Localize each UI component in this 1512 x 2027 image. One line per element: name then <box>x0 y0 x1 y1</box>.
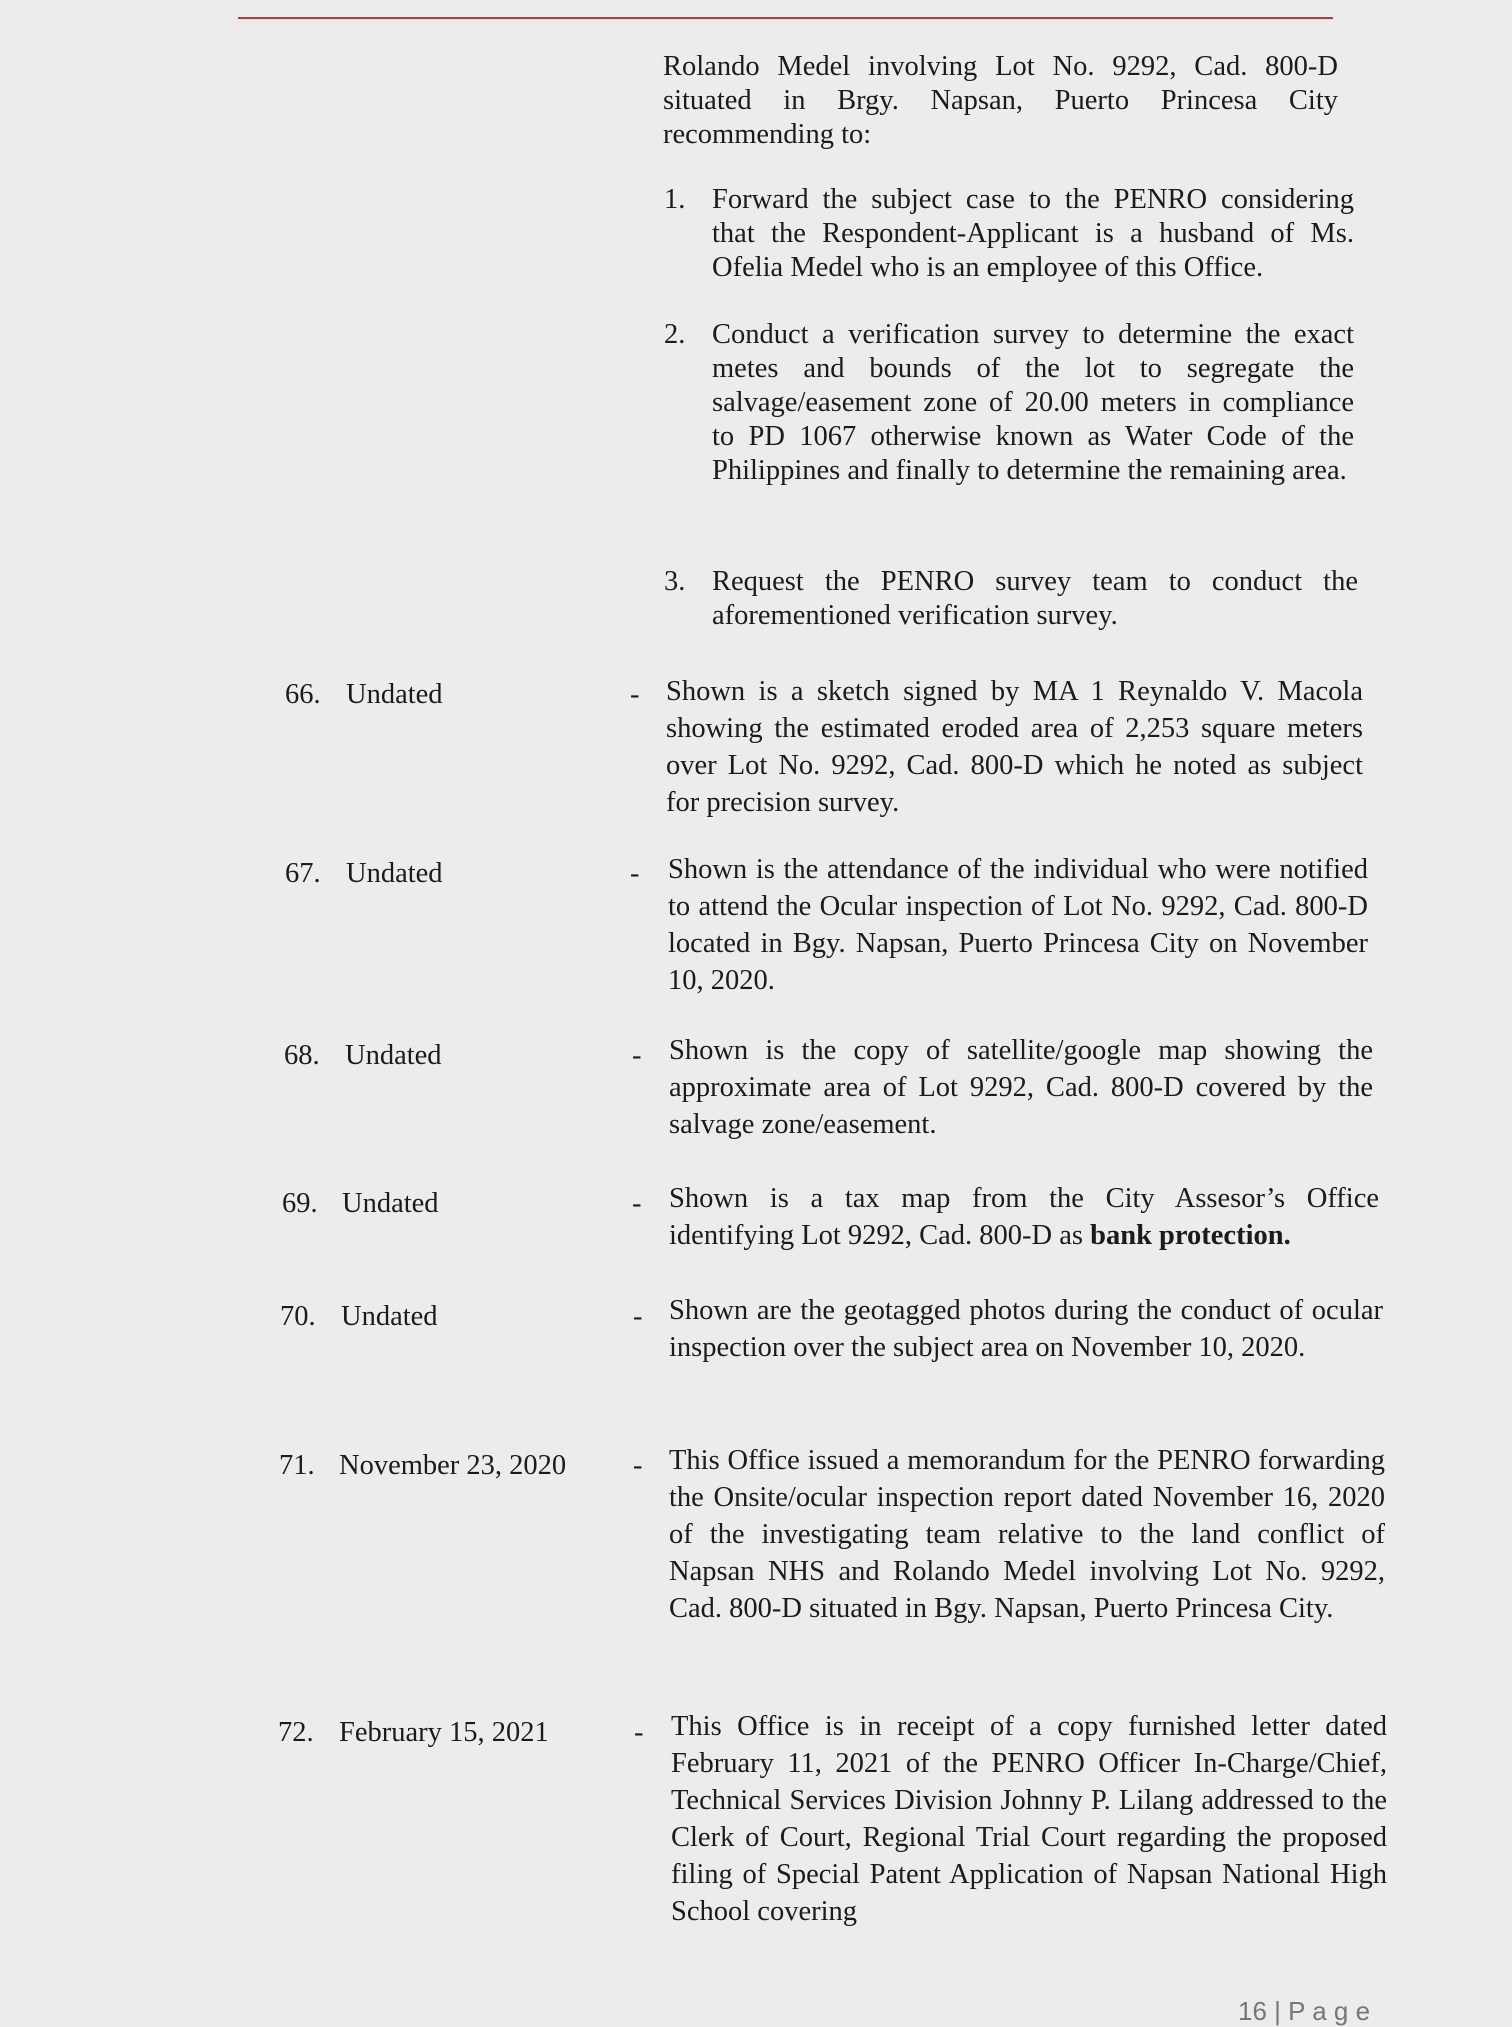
recommendation-number: 1. <box>664 184 686 215</box>
entry-description-text: Shown is a tax map from the City Assesor’s Office identifying Lot 9292, Cad. 800-D as <box>669 1183 1379 1251</box>
entry-number: 67. <box>285 858 321 889</box>
header-rule <box>238 17 1333 19</box>
entry-description <box>669 1180 1379 1254</box>
intro-paragraph: Rolando Medel involving Lot No. 9292, Cad. 800-D situated in Brgy. Napsan, Puerto Princesa City recommending to: <box>663 51 1338 150</box>
entry-description: This Office is in receipt of a copy furnished letter dated February 11, 2021 of the PENRO Officer In-Charge/Chief, Technical Services Division Johnny P. Lilang addressed to the Clerk of Court, Regional Trial Court regarding the proposed filing of Special Patent Application of Napsan National High School covering <box>671 1711 1387 1927</box>
entry-number: 70. <box>280 1301 316 1332</box>
entry-dash: - <box>632 1040 642 1071</box>
entry-description: Shown are the geotagged photos during the conduct of ocular inspection over the subject area on November 10, 2020. <box>669 1295 1383 1363</box>
entry-dash: - <box>634 1717 644 1748</box>
entry-number: 68. <box>284 1040 320 1071</box>
entry-dash: - <box>630 679 640 710</box>
entry-description: Shown is the attendance of the individual who were notified to attend the Ocular inspection of Lot No. 9292, Cad. 800-D located in Bgy. Napsan, Puerto Princesa City on November 10, 2020. <box>668 854 1368 996</box>
entry-description: This Office issued a memorandum for the PENRO forwarding the Onsite/ocular inspection report dated November 16, 2020 of the investigating team relative to the land conflict of Napsan NHS and Rolando Medel involving Lot No. 9292, Cad. 800-D situated in Bgy. Napsan, Puerto Princesa City. <box>669 1445 1385 1624</box>
entry-description: Shown is a sketch signed by MA 1 Reynaldo V. Macola showing the estimated eroded area of 2,253 square meters over Lot No. 9292, Cad. 800-D which he noted as subject for precision survey. <box>666 676 1363 818</box>
recommendation-text: Forward the subject case to the PENRO considering that the Respondent-Applicant is a husband of Ms. Ofelia Medel who is an employee of this Office. <box>712 184 1354 283</box>
entry-number: 71. <box>279 1450 315 1481</box>
entry-date: Undated <box>346 858 443 889</box>
entry-date: Undated <box>346 679 443 710</box>
entry-date: Undated <box>345 1040 442 1071</box>
entry-number: 69. <box>282 1188 318 1219</box>
entry-number: 72. <box>278 1717 314 1748</box>
recommendation-text: Conduct a verification survey to determine the exact metes and bounds of the lot to segregate the salvage/easement zone of 20.00 meters in compliance to PD 1067 otherwise known as Water Code of the Philippines and finally to determine the remaining area. <box>712 319 1354 486</box>
entry-dash: - <box>632 1188 642 1219</box>
entry-description: Shown is the copy of satellite/google map showing the approximate area of Lot 9292, Cad. 800-D covered by the salvage zone/easement. <box>669 1035 1373 1140</box>
recommendation-number: 2. <box>664 319 686 350</box>
entry-date: Undated <box>342 1188 439 1219</box>
entry-date: Undated <box>341 1301 438 1332</box>
entry-dash: - <box>633 1450 643 1481</box>
entry-dash: - <box>633 1301 643 1332</box>
entry-number: 66. <box>285 679 321 710</box>
recommendation-text: Request the PENRO survey team to conduct the aforementioned verification survey. <box>712 566 1358 631</box>
entry-date: November 23, 2020 <box>339 1450 567 1481</box>
entry-description-emphasis: bank protection. <box>1090 1220 1291 1251</box>
entry-date: February 15, 2021 <box>339 1717 549 1748</box>
entry-dash: - <box>630 858 640 889</box>
recommendation-number: 3. <box>664 566 686 597</box>
page-number-footer: 16 | P a g e <box>1238 1996 1371 2026</box>
